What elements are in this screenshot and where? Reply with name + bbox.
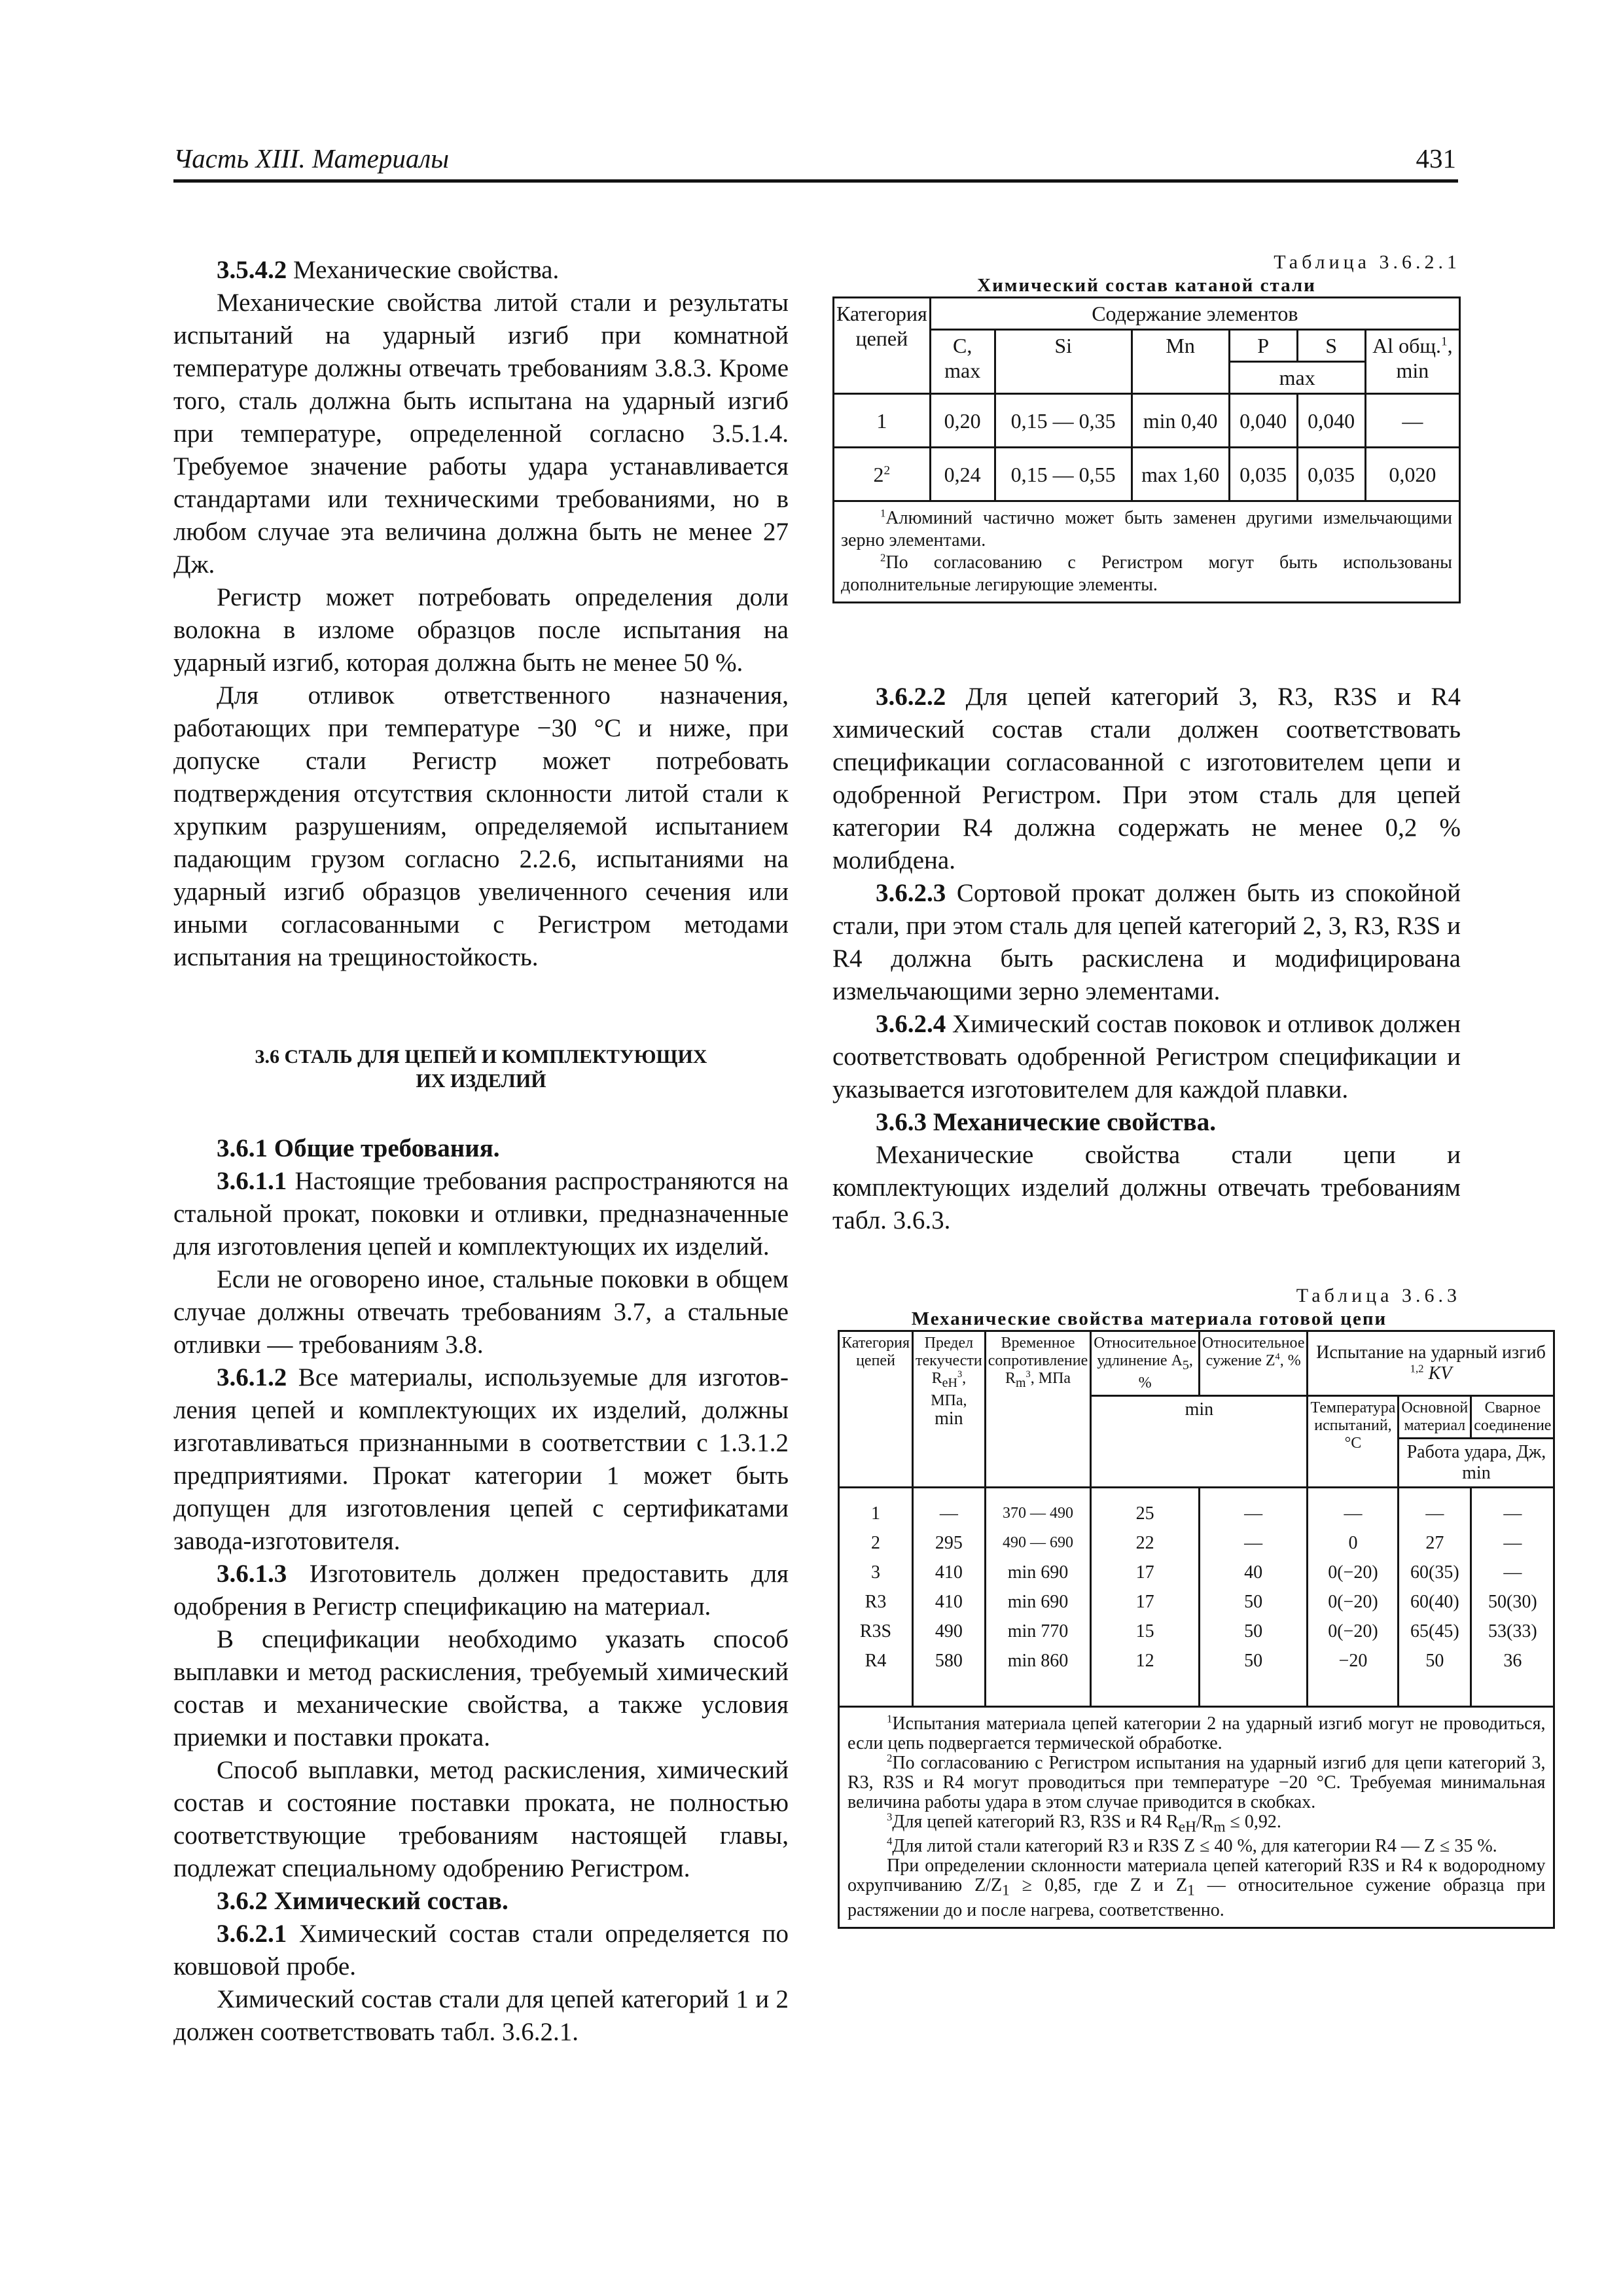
header-cell: P: [1229, 330, 1297, 362]
subsection-heading: 3.6.1 Общие требования.: [217, 1134, 500, 1162]
header-cell: Испытание на ударный изгиб $^{1,2}$ KV: [1308, 1331, 1554, 1396]
table-caption: Таблица 3.6.2.1: [1274, 251, 1461, 273]
table-row: R4 580 min 860 12 50 −20 50 36: [839, 1646, 1554, 1707]
paragraph: В спецификации необходимо указать способ выплавки и метод раскисления, требуемый химический состав и механические свойства, а также условия приемки и поставки проката.: [173, 1625, 789, 1751]
header-cell: max: [1229, 362, 1365, 394]
table-notes: [839, 1706, 1554, 1928]
header-cell: Содержание элементов: [930, 298, 1459, 330]
left-column: [173, 254, 789, 2049]
mech-table: [838, 1330, 1555, 1929]
footnote: При определении склонности материала цепей категорий R3S и R4 к водородному охрупчиванию $Z/Z_1 \ge 0,85$, где Z и $Z_1$ — относительное сужение образца при растяжении до и после нагрева, соответственно.: [847, 1856, 1546, 1920]
section-heading: 3.6 СТАЛЬ ДЛЯ ЦЕПЕЙ И КОМПЛЕКТУЮЩИХ ИХ ИЗДЕЛИЙ: [255, 1046, 707, 1092]
header-cell: Относительное удлинение $A_5$, %: [1091, 1331, 1200, 1396]
clause-number: 3.5.4.2: [217, 256, 287, 284]
header-cell: C, max: [930, 330, 995, 394]
table-row: 3 410 min 690 17 40 0(−20) 60(35) —: [839, 1558, 1554, 1587]
header-cell: Относительное сужение $Z^4$, %: [1199, 1331, 1308, 1396]
footnote: $^1$Алюминий частично может быть заменен другими измельчающими зерно элементами.: [841, 507, 1452, 550]
header-cell: Температура испытаний, °С: [1308, 1395, 1399, 1487]
table-title: Химический состав катаной стали: [977, 275, 1316, 296]
header-cell: S: [1297, 330, 1365, 362]
paragraph: Способ выплавки, метод раскисления, химический состав и состояние поставки проката, не полностью соответствующие требованиям настоящей главы, подлежат специальному одобрению Регистром.: [173, 1756, 789, 1882]
footnote: $^2$По согласованию с Регистром могут быть использованы дополнительные легирующие элементы.: [841, 551, 1452, 595]
paragraph: Механические свойства литой стали и результаты испытаний на ударный изгиб при комнатной температуре должны отвечать требованиям 3.8.3. Кроме того, сталь должна быть испытана на ударный изгиб при температуре, определенной согласно 3.5.1.4. Требуемое значение работы удара устанавливается стандартами или техническими требованиями, но в любом случае эта величина должна быть не менее 27 Дж.: [173, 289, 789, 579]
subsection-heading: 3.6.2 Химический состав.: [217, 1887, 508, 1915]
right-column: [832, 681, 1461, 1237]
paragraph-3612: 3.6.1.2 Все материалы, используемые для изготов-ления цепей и комплектующих их изделий, должны изготавливаться признанными в соответствии с 1.3.1.2 предприятиями. Прокат категории 1 может быть допущен для изготовления цепей с сертификатами завода-изготовителя.: [173, 1363, 789, 1555]
table-mechanical-properties: [838, 1284, 1552, 1929]
paragraph-3622: 3.6.2.2 Для цепей категорий 3, R3, R3S и R4 химический состав стали должен соответствовать спецификации согласованной с изготовителем цепи и одобренной Регистром. При этом сталь для цепей категории R4 должна содержать не менее 0,2 % молибдена.: [832, 683, 1461, 874]
header-cell: Временное сопротивление $R_m^3$, МПа: [985, 1331, 1091, 1488]
subsection-heading: 3.6.3 Механические свойства.: [876, 1108, 1216, 1136]
table-row: 1 0,20 0,15 — 0,35 min 0,40 0,040 0,040 —: [834, 394, 1460, 448]
header-cell: Mn: [1132, 330, 1229, 394]
table-caption: Таблица 3.6.3: [1296, 1285, 1461, 1306]
table-row: 2 295 490 — 690 22 — 0 27 —: [839, 1528, 1554, 1558]
paragraph: Для отливок ответственного назначения, работающих при температуре −30 °С и ниже, при допуске стали Регистр может потребовать подтверждения отсутствия склонности литой стали к хрупким разрушениям, определяемой испытанием падающим грузом согласно 2.2.6, испытаниями на ударный изгиб образцов увеличенного сечения или иными согласованными с Регистром методами испытания на трещиностойкость.: [173, 681, 789, 971]
header-cell: Предел текучести $R_{eH}^3$, МПа, min: [913, 1331, 986, 1488]
table-row: 1 — 370 — 490 25 — — — —: [839, 1487, 1554, 1528]
paragraph: Регистр может потребовать определения доли волокна в изломе образцов после испытания на ударный изгиб, которая должна быть не менее 50 %.: [173, 583, 789, 677]
footnote: $^3$Для цепей категорий R3, R3S и R4 $R_{eH}/R_m \le 0,92$.: [887, 1810, 1281, 1836]
table-row: R3S 490 min 770 15 50 0(−20) 65(45) 53(33): [839, 1617, 1554, 1646]
paragraph: Механические свойства стали цепи и комплектующих изделий должны отвечать требованиям табл. 3.6.3.: [832, 1141, 1461, 1234]
paragraph-3624: 3.6.2.4 Химический состав поковок и отливок должен соответствовать одобренной Регистром спецификации и указывается изготовителем для каждой плавки.: [832, 1010, 1461, 1103]
header-cell: Основной материал: [1399, 1395, 1471, 1438]
header-rule: [173, 179, 1458, 183]
table-notes: [834, 501, 1460, 603]
paragraph-3621: 3.6.2.1 Химический состав стали определяется по ковшовой пробе.: [173, 1920, 789, 1981]
paragraph: Химический состав стали для цепей категорий 1 и 2 должен соответствовать табл. 3.6.2.1.: [173, 1985, 789, 2046]
table-row: $2^2$ 0,24 0,15 — 0,55 max 1,60 0,035 0,035 0,020: [834, 448, 1460, 501]
paragraph-3611: 3.6.1.1 Настоящие требования распространяются на стальной прокат, поковки и отливки, предназначенные для изготовления цепей и комплектующих их изделий.: [173, 1167, 789, 1261]
paragraph: Если не оговорено иное, стальные поковки в общем случае должны отвечать требованиям 3.7, а стальные отливки — требованиям 3.8.: [173, 1265, 789, 1359]
table-row: R3 410 min 690 17 50 0(−20) 60(40) 50(30): [839, 1587, 1554, 1617]
header-cell: Сварное соединение: [1471, 1395, 1554, 1438]
footnote: $^1$Испытания материала цепей категории 2 на ударный изгиб могут не проводиться, если цепь подвергается термической обработке.: [847, 1712, 1546, 1753]
footnote: $^4$Для литой стали категорий R3 и R3S Z ≤ 40 %, для категории R4 — Z ≤ 35 %.: [887, 1835, 1497, 1857]
header-cell: Работа удара, Дж, min: [1399, 1438, 1554, 1487]
header-cell: Категория цепей: [834, 298, 931, 394]
page-number: 431: [1416, 143, 1456, 173]
footnote: $^2$По согласованию с Регистром испытания на ударный изгиб для цепи категорий 3, R3, R3S и R4 могут проводиться при температуре −20 °С. Требуемая минимальная величина работы удара в этом случае приводится в скобках.: [847, 1751, 1546, 1812]
paragraph-3542: 3.5.4.2 Механические свойства.: [217, 256, 560, 284]
header-cell: Si: [995, 330, 1132, 394]
header-cell: Категория цепей: [839, 1331, 913, 1488]
header-cell: min: [1091, 1395, 1308, 1487]
table-title: Механические свойства материала готовой цепи: [911, 1308, 1387, 1329]
paragraph-3623: 3.6.2.3 Сортовой прокат должен быть из спокойной стали, при этом сталь для цепей категорий 2, 3, R3, R3S и R4 должна быть раскислена и модифицирована измельчающими зерно элементами.: [832, 879, 1461, 1005]
chem-table: [832, 296, 1461, 603]
running-title: Часть XIII. Материалы: [173, 143, 449, 173]
paragraph-3613: 3.6.1.3 Изготовитель должен предоставить для одобрения в Регистр спецификацию на материал.: [173, 1560, 789, 1621]
table-chemical-composition: [832, 251, 1461, 603]
header-cell: Al общ.$^1$, min: [1365, 330, 1459, 394]
